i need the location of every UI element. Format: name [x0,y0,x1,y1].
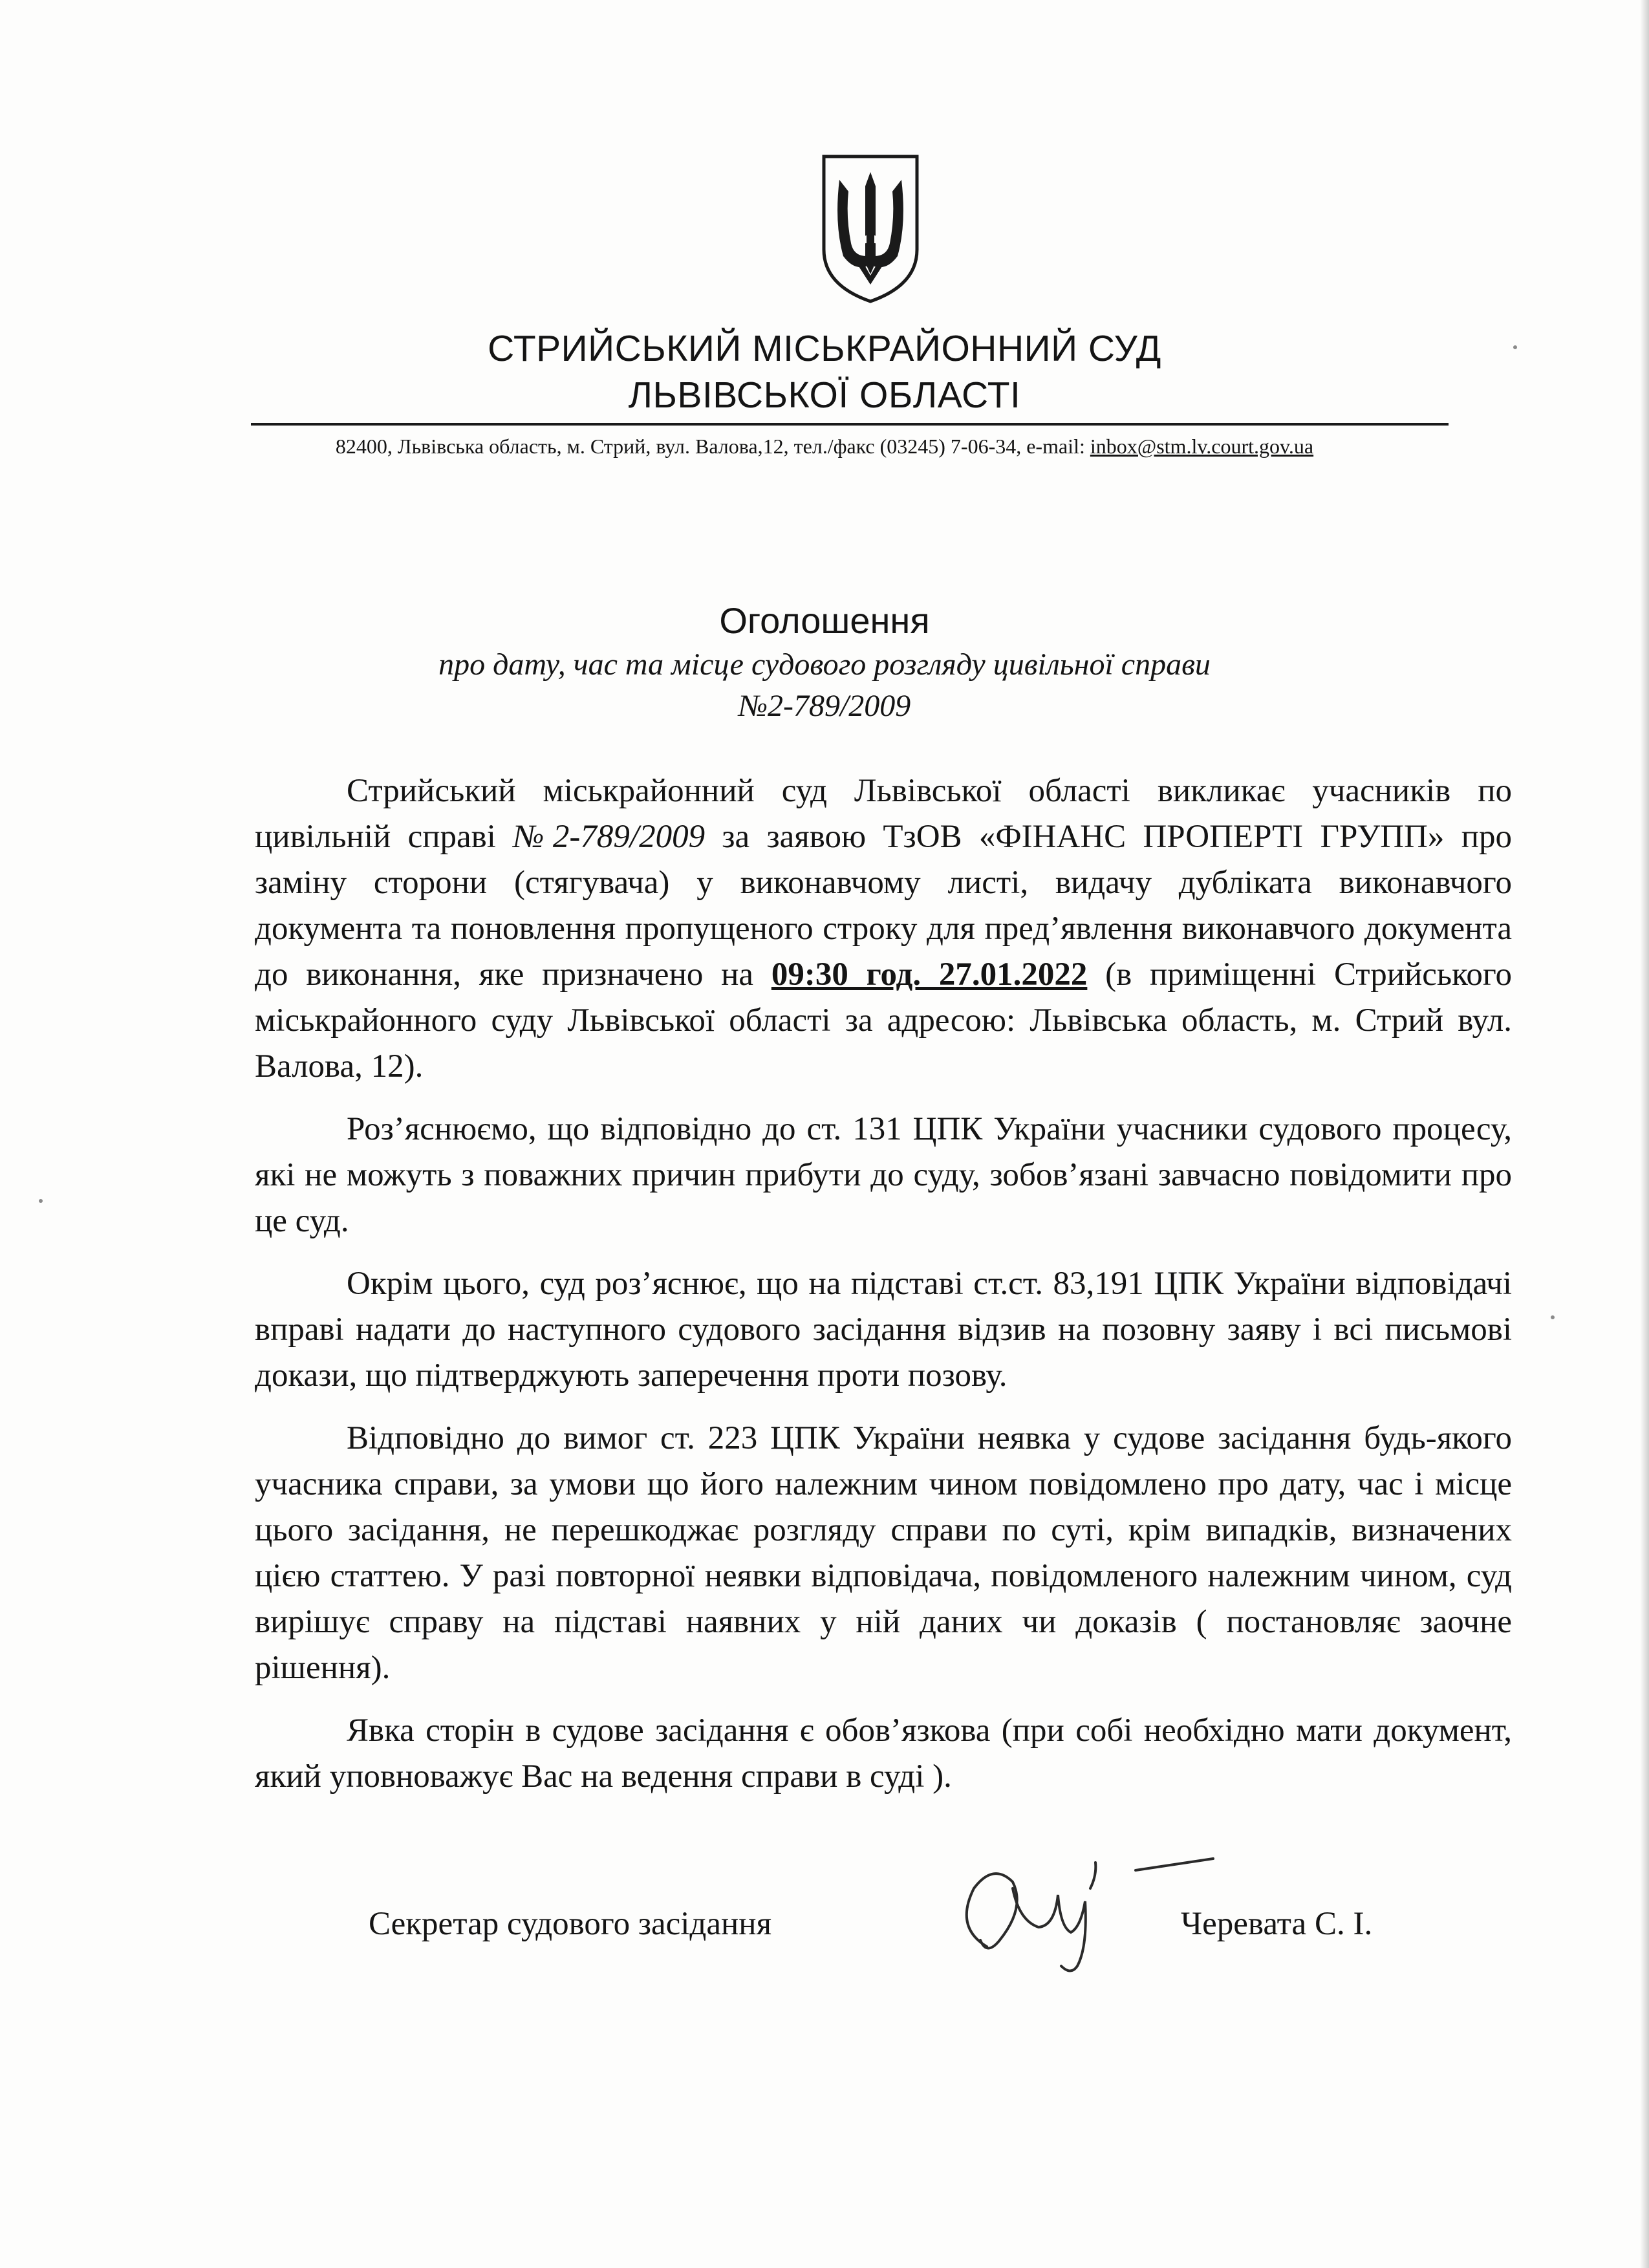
paragraph-summons [255,768,1512,1090]
signature-role: Секретар судового засідання [369,1906,772,1942]
court-name-line-1: СТРИЙСЬКИЙ МІСЬКРАЙОННИЙ СУД [488,328,1161,369]
hearing-datetime: 09:30 год. 27.01.2022 [771,956,1088,993]
trident-emblem-icon [820,153,921,305]
header-divider [251,423,1449,426]
document-title: Оголошення [719,600,930,641]
case-number: №2-789/2009 [738,689,911,723]
paragraph-absence-notice: Роз’яснюємо, що відповідно до ст. 131 ЦПК України учасники судового процесу, які не можуть з поважних причин прибути до суду, зобов’язані завчасно повідомити про це суд. [255,1111,1512,1239]
document-subtitle: про дату, час та місце судового розгляду цивільної справи [438,647,1211,682]
announcement-body [255,768,1512,1800]
scan-speck [39,1199,43,1203]
paragraph-non-appearance: Відповідно до вимог ст. 223 ЦПК України неявка у судове засідання будь-якого учасника справи, за умови що його належним чином повідомлено про дату, час і місце цього засідання, не перешкоджає розгляду справи по суті, крім випадків, визначених цією статтею. У разі повторної неявки відповідача, повідомленого належним чином, суд вирішує справу на підставі наявних у ній даних чи доказів ( постановляє заочне рішення). [255,1420,1512,1686]
scan-speck [1513,345,1517,349]
court-name-line-2: ЛЬВІВСЬКОЇ ОБЛАСТІ [628,374,1021,416]
paragraph-defendant-rights: Окрім цього, суд роз’яснює, що на підставі ст.ст. 83,191 ЦПК України відповідачі вправі надати до наступного судового засідання відзив на позовну заяву і всі письмові докази, що підтверджують заперечення проти позову. [255,1266,1512,1394]
paragraph-text: за заявою ТзОВ «ФІНАНС ПРОПЕРТІ ГРУПП» про заміну сторони (стягувача) у виконавчому листі, видачу дубліката виконавчого документа та поновлення пропущеного строку для пред’явлення виконавчого документа до виконання, яке призначено на [255,819,1512,993]
scan-speck [1551,1315,1555,1319]
paragraph-text: Стрийський міськрайонний суд Львівської області викликає учасників по цивільній справі [255,773,1512,855]
address-text: 82400, Львівська область, м. Стрий, вул. Валова,12, тел./факс (03245) 7-06-34, e-mail: [335,435,1090,458]
email-link[interactable]: inbox@stm.lv.court.gov.ua [1090,435,1314,458]
paragraph-mandatory-attendance: Явка сторін в судове засідання є обов’язкова (при собі необхідно мати документ, який уповноважує Вас на ведення справи в суді ). [255,1712,1512,1795]
case-number-inline: №2-789/2009 [513,819,706,855]
court-address [0,436,1649,457]
signatory-name: Черевата С. І. [1181,1906,1373,1942]
paragraph-text: (в приміщенні Стрийського міськрайонного суду Львівської області за адресою: Львівська область, м. Стрий вул. Валова, 12). [255,956,1513,1085]
